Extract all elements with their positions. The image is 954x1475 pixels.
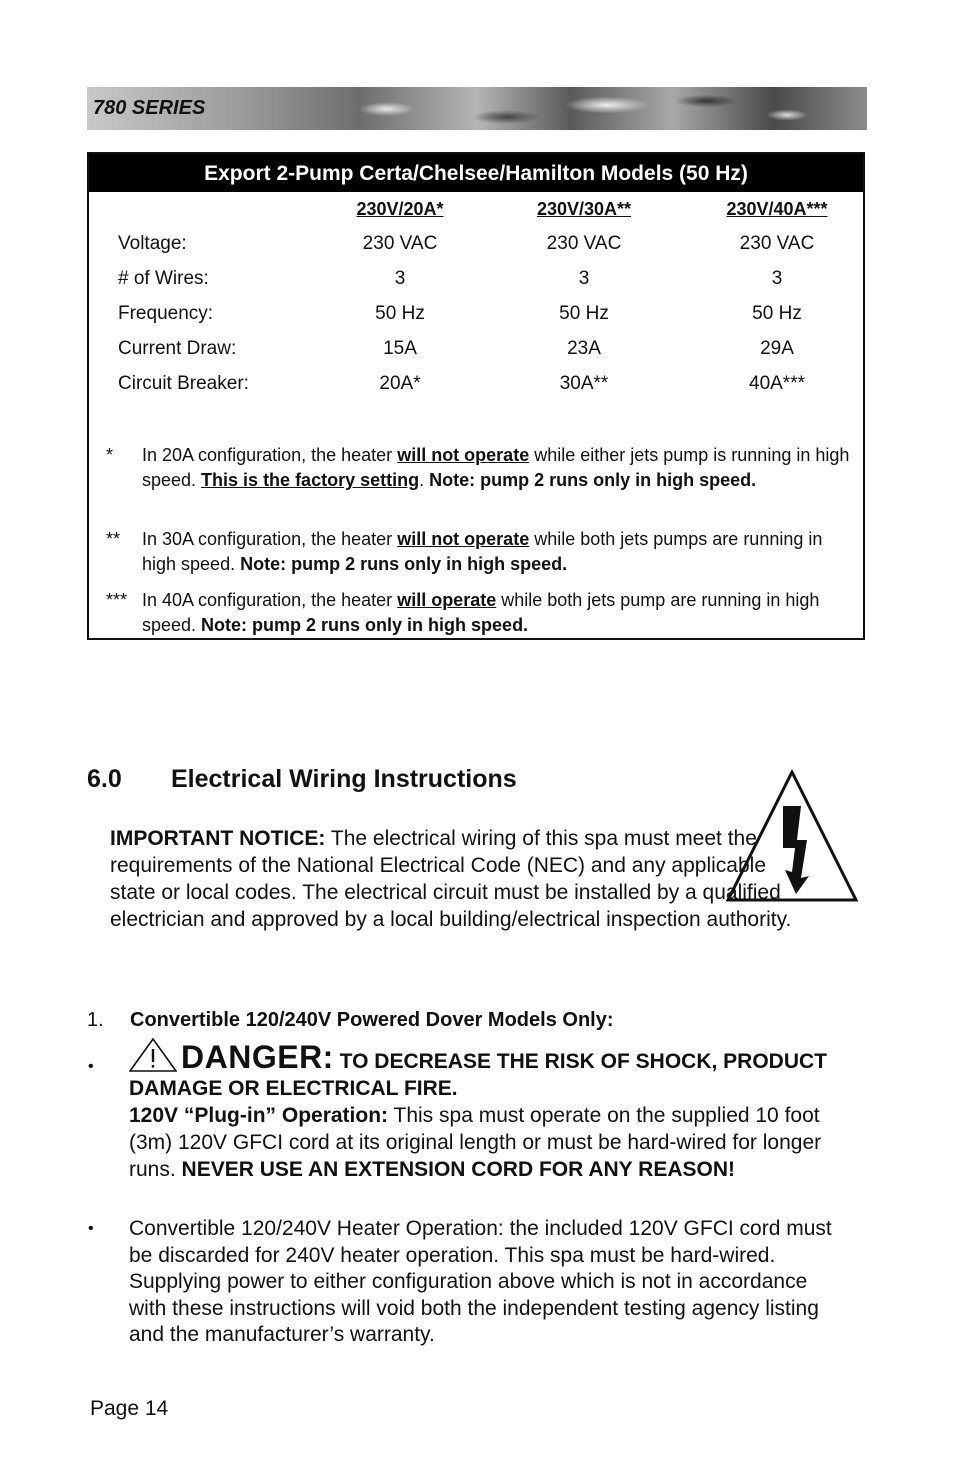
row-label: Circuit Breaker: bbox=[118, 373, 249, 394]
table-row bbox=[89, 303, 863, 333]
cell: 50 Hz bbox=[752, 303, 802, 324]
cell: 3 bbox=[771, 268, 783, 289]
footnote-text bbox=[142, 443, 852, 493]
bullet: • bbox=[88, 1220, 94, 1237]
warning-triangle-icon bbox=[129, 1038, 177, 1072]
note-text: while both jets pumps are running in high speed. bbox=[142, 529, 823, 574]
table-row bbox=[89, 233, 863, 263]
footnote-mark: * bbox=[106, 445, 114, 465]
note-text: . bbox=[419, 470, 430, 490]
cell: 3 bbox=[578, 268, 590, 289]
footnote-mark: ** bbox=[106, 529, 121, 549]
cell: 20A* bbox=[379, 373, 421, 394]
note-text: In 30A configuration, the heater bbox=[142, 529, 398, 549]
row-label: Frequency: bbox=[118, 303, 214, 324]
note-text: while either jets pump is running in high speed. bbox=[142, 445, 850, 490]
note-emphasis: will not operate bbox=[397, 445, 530, 465]
notice-lead: IMPORTANT NOTICE: bbox=[110, 827, 326, 850]
section-number: 6.0 bbox=[87, 765, 122, 793]
footnote-mark: *** bbox=[106, 590, 128, 610]
danger-caps: TO DECREASE THE RISK OF SHOCK, PRODUCT DAMAGE OR ELECTRICAL FIRE. bbox=[129, 1050, 827, 1100]
spec-table bbox=[87, 152, 865, 640]
section-heading bbox=[87, 765, 517, 794]
cell: 15A bbox=[383, 338, 417, 359]
cell: 50 Hz bbox=[375, 303, 425, 324]
heater-operation-text: Convertible 120/240V Heater Operation: the included 120V GFCI cord must be discarded for 240V heater operation. This spa must be hard-wired. Supplying power to either configuration above which is not in accordance with these instructions will void both the independent testing agency listing and the manufacturer’s warranty. bbox=[129, 1217, 832, 1346]
danger-warning bbox=[129, 1038, 849, 1183]
table-row bbox=[89, 268, 863, 298]
note-emphasis: This is the factory setting bbox=[201, 470, 420, 490]
cell: 230 VAC bbox=[739, 233, 815, 254]
cell: 230 VAC bbox=[362, 233, 438, 254]
row-label: Voltage: bbox=[118, 233, 187, 254]
row-label: # of Wires: bbox=[118, 268, 209, 289]
danger-label: DANGER: bbox=[181, 1039, 334, 1075]
table-row bbox=[89, 373, 863, 403]
note-text: while both jets pump are running in high speed. bbox=[142, 590, 820, 635]
section-title: Electrical Wiring Instructions bbox=[171, 765, 517, 793]
important-notice bbox=[110, 825, 800, 933]
column-header-40a: 230V/40A*** bbox=[726, 199, 828, 219]
table-row bbox=[89, 338, 863, 368]
list-number: 1. bbox=[87, 1009, 104, 1031]
list-item-title: Convertible 120/240V Powered Dover Models Only: bbox=[130, 1009, 614, 1031]
cell: 29A bbox=[760, 338, 794, 359]
note-bold: Note: pump 2 runs only in high speed. bbox=[201, 615, 529, 635]
cell: 230 VAC bbox=[546, 233, 622, 254]
cell: 3 bbox=[394, 268, 406, 289]
cell: 23A bbox=[567, 338, 601, 359]
plugin-caps: NEVER USE AN EXTENSION CORD FOR ANY REASON! bbox=[181, 1158, 735, 1181]
note-bold: Note: pump 2 runs only in high speed. bbox=[429, 470, 757, 490]
note-emphasis: will not operate bbox=[397, 529, 530, 549]
note-emphasis: will operate bbox=[397, 590, 497, 610]
header-banner bbox=[87, 87, 867, 130]
note-text: In 40A configuration, the heater bbox=[142, 590, 398, 610]
plugin-text: This spa must operate on the supplied 10 foot (3m) 120V GFCI cord at its original length or must be hard-wired for longer runs. bbox=[129, 1104, 822, 1181]
cell: 50 Hz bbox=[559, 303, 609, 324]
series-title: 780 SERIES bbox=[93, 97, 206, 119]
spec-table-title: Export 2-Pump Certa/Chelsee/Hamilton Models (50 Hz) bbox=[89, 154, 863, 192]
column-header-30a: 230V/30A** bbox=[536, 199, 632, 219]
row-label: Current Draw: bbox=[118, 338, 237, 359]
footnote-text bbox=[142, 588, 852, 638]
notice-text: The electrical wiring of this spa must meet the requirements of the National Electrical Code (NEC) and any applicable state or local codes. The electrical circuit must be installed by a qualified electrician and approved by a local building/electrical inspection authority. bbox=[110, 827, 792, 931]
footnote-text bbox=[142, 527, 852, 577]
note-text: In 20A configuration, the heater bbox=[142, 445, 398, 465]
bullet: • bbox=[88, 1058, 94, 1075]
page-number: Page 14 bbox=[90, 1397, 169, 1420]
plugin-lead: 120V “Plug-in” Operation: bbox=[129, 1104, 389, 1127]
note-bold: Note: pump 2 runs only in high speed. bbox=[240, 554, 568, 574]
column-header-20a: 230V/20A* bbox=[356, 199, 444, 219]
cell: 30A** bbox=[559, 373, 609, 394]
cell: 40A*** bbox=[749, 373, 805, 394]
